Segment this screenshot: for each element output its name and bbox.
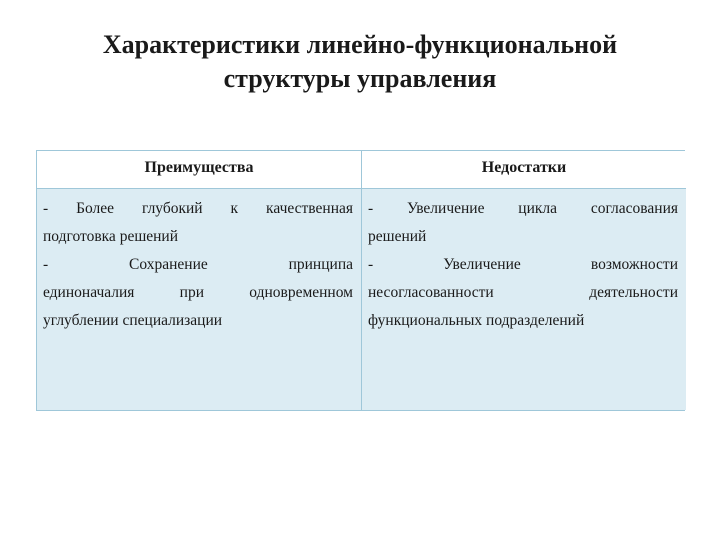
comparison-table [36,150,685,411]
disadvantages-cell [362,189,686,410]
disadvantages-line: - Увеличение цикла согласования [368,200,678,217]
disadvantages-line: решений [368,228,427,245]
advantages-line: подготовка решений [43,228,179,245]
disadvantages-line: функциональных подразделений [368,312,585,329]
slide-title [40,28,680,96]
slide-title-line-2: структуры управления [223,64,497,93]
advantages-header: Преимущества [37,151,361,189]
advantages-cell [37,189,361,410]
disadvantages-line: несогласованности деятельности [368,284,678,301]
disadvantages-header: Недостатки [362,151,686,189]
advantages-line: углублении специализации [43,312,223,329]
advantages-line: - Сохранение принципа [43,256,353,273]
disadvantages-line: - Увеличение возможности [368,256,678,273]
advantages-line: - Более глубокий к качественная [43,200,353,217]
advantages-column [37,151,361,410]
slide-title-line-1: Характеристики линейно-функциональной [102,30,618,59]
advantages-line: единоначалия при одновременном [43,284,353,301]
disadvantages-column [361,151,686,410]
